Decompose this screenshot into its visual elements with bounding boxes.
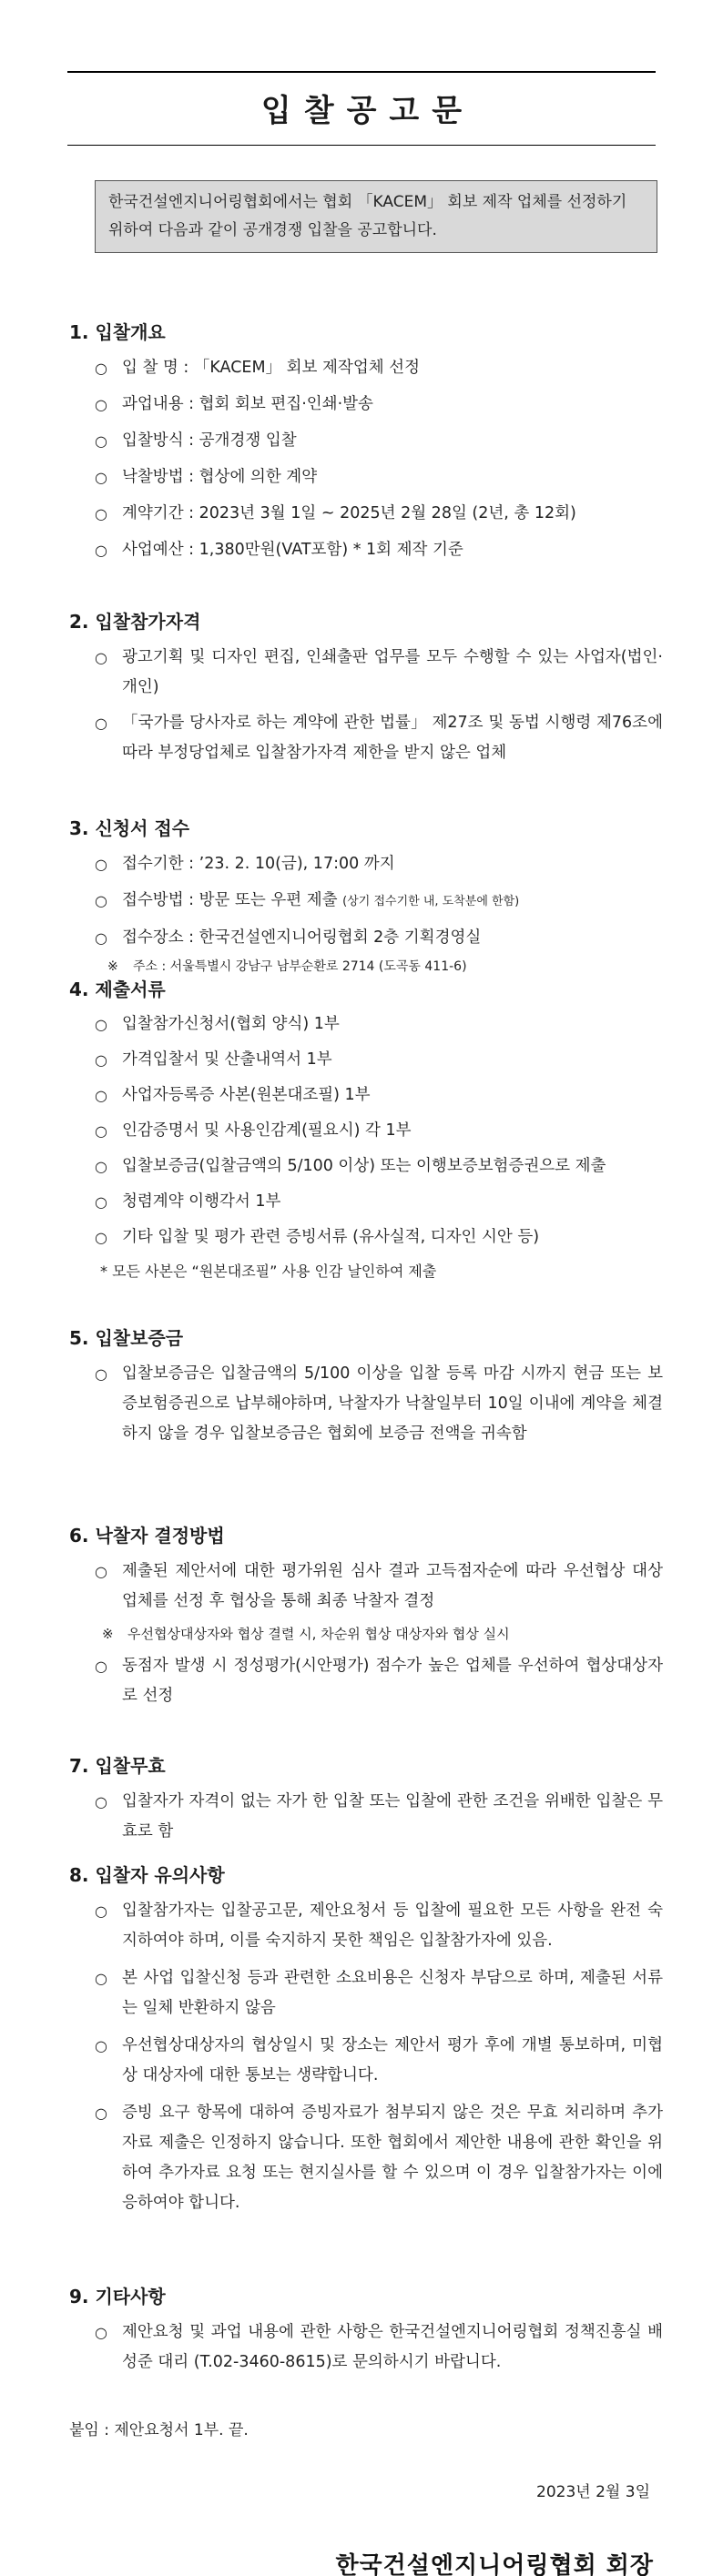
- section-overview: [69, 319, 670, 565]
- page-title: 입찰공고문: [260, 93, 475, 129]
- circle-bullet-icon: ○: [95, 2104, 107, 2122]
- list-item: ○ 가격입찰서 및 산출내역서 1부: [69, 1045, 670, 1075]
- list-item: ○ 광고기획 및 디자인 편집, 인쇄출판 업무를 모두 수행할 수 있는 사업자(법인·개인): [69, 643, 670, 703]
- list-item: ○ 낙찰방법 : 협상에 의한 계약: [69, 462, 670, 492]
- section-other: [69, 2283, 670, 2378]
- list-item: ○ 우선협상대상자의 협상일시 및 장소는 제안서 평가 후에 개별 통보하며, 미협상 대상자에 대한 통보는 생략합니다.: [69, 2031, 670, 2091]
- list-item: ○ 본 사업 입찰신청 등과 관련한 소요비용은 신청자 부담으로 하며, 제출된 서류는 일체 반환하지 않음: [69, 1963, 670, 2023]
- signature-line: 한국건설엔지니어링협회 회장: [335, 2552, 654, 2576]
- list-item: ○ 입찰참가자는 입찰공고문, 제안요청서 등 입찰에 필요한 모든 사항을 완전 숙지하여야 하며, 이를 숙지하지 못한 책임은 입찰참가자에 있음.: [69, 1896, 670, 1956]
- section-invalid-bid: [69, 1752, 670, 1847]
- circle-bullet-icon: ○: [95, 892, 107, 909]
- section-title: 9. 기타사항: [69, 2286, 166, 2307]
- address-note: ※ 주소 : 서울특별시 강남구 남부순환로 2714 (도곡동 411-6): [69, 953, 670, 980]
- reference-mark-icon: ※: [107, 959, 118, 974]
- circle-bullet-icon: ○: [95, 1902, 107, 1920]
- title-block: [67, 71, 656, 146]
- circle-bullet-icon: ○: [95, 1193, 107, 1211]
- circle-bullet-icon: ○: [95, 2037, 107, 2054]
- section-title: 1. 입찰개요: [69, 321, 166, 343]
- circle-bullet-icon: ○: [95, 505, 107, 522]
- circle-bullet-icon: ○: [95, 1087, 107, 1104]
- circle-bullet-icon: ○: [95, 1365, 107, 1383]
- attachment-line: 붙임 : 제안요청서 1부. 끝.: [69, 2421, 249, 2439]
- section-title: 2. 입찰참가자격: [69, 611, 201, 633]
- list-item: ○ 계약기간 : 2023년 3월 1일 ~ 2025년 2월 28일 (2년, 총 12회): [69, 499, 670, 529]
- section-title: 7. 입찰무효: [69, 1755, 166, 1777]
- list-item: ○ 청렴계약 이행각서 1부: [69, 1187, 670, 1217]
- circle-bullet-icon: ○: [95, 360, 107, 377]
- list-item: ○ 입찰자가 자격이 없는 자가 한 입찰 또는 입찰에 관한 조건을 위배한 입찰은 무효로 함: [69, 1787, 670, 1847]
- list-item: ○ 입 찰 명 : 「KACEM」 회보 제작업체 선정: [69, 353, 670, 383]
- list-item: ○ 제안요청 및 과업 내용에 관한 사항은 한국건설엔지니어링협회 정책진흥실 배성준 대리 (T.02-3460-8615)로 문의하시기 바랍니다.: [69, 2317, 670, 2378]
- list-item: ○ 인감증명서 및 사용인감계(필요시) 각 1부: [69, 1116, 670, 1146]
- circle-bullet-icon: ○: [95, 1122, 107, 1140]
- list-item: ○ 사업예산 : 1,380만원(VAT포함) * 1회 제작 기준: [69, 535, 670, 565]
- section-bidder-notes: [69, 1861, 670, 2218]
- list-item: ○ 사업자등록증 사본(원본대조필) 1부: [69, 1080, 670, 1111]
- list-item: ○ 접수방법 : 방문 또는 우편 제출 (상기 접수기한 내, 도착분에 한함): [69, 886, 670, 917]
- section-title: 6. 낙찰자 결정방법: [69, 1525, 225, 1547]
- intro-box: 한국건설엔지니어링협회에서는 협회 「KACEM」 회보 제작 업체를 선정하기 위하여 다음과 같이 공개경쟁 입찰을 공고합니다.: [95, 180, 657, 253]
- circle-bullet-icon: ○: [95, 1970, 107, 1987]
- section-title: 5. 입찰보증금: [69, 1327, 184, 1349]
- list-item: ○ 접수장소 : 한국건설엔지니어링협회 2층 기획경영실: [69, 923, 670, 953]
- list-item: ○ 동점자 발생 시 정성평가(시안평가) 점수가 높은 업체를 우선하여 협상대상자로 선정: [69, 1651, 670, 1711]
- circle-bullet-icon: ○: [95, 1658, 107, 1675]
- circle-bullet-icon: ○: [95, 1016, 107, 1033]
- section-deposit: [69, 1324, 670, 1449]
- issue-date: 2023년 2월 3일: [536, 2483, 650, 2501]
- list-item: ○ 입찰보증금은 입찰금액의 5/100 이상을 입찰 등록 마감 시까지 현금 또는 보증보험증권으로 납부해야하며, 낙찰자가 낙찰일부터 10일 이내에 계약을 체결하지 않을 경우 입찰보증금은 협회에 보증금 전액을 귀속함: [69, 1359, 670, 1449]
- circle-bullet-icon: ○: [95, 929, 107, 947]
- circle-bullet-icon: ○: [95, 396, 107, 413]
- list-item: ○ 과업내용 : 협회 회보 편집·인쇄·발송: [69, 390, 670, 420]
- section-documents: [69, 976, 670, 1285]
- circle-bullet-icon: ○: [95, 1051, 107, 1069]
- method-note: (상기 접수기한 내, 도착분에 한함): [342, 895, 520, 908]
- list-item: ○ 증빙 요구 항목에 대하여 증빙자료가 첨부되지 않은 것은 무효 처리하며 추가자료 제출은 인정하지 않습니다. 또한 협회에서 제안한 내용에 관한 확인을 위하여 추가자료 요청 또는 현지실사를 할 수 있으며 이 경우 입찰참가자는 이에 응하여야 합니다.: [69, 2098, 670, 2218]
- section-title: 8. 입찰자 유의사항: [69, 1864, 225, 1886]
- copy-note: * 모든 사본은 “원본대조필” 사용 인감 날인하여 제출: [100, 1263, 437, 1280]
- circle-bullet-icon: ○: [95, 542, 107, 559]
- list-item: ○ 입찰방식 : 공개경쟁 입찰: [69, 426, 670, 456]
- list-item: ○ 접수기한 : ’23. 2. 10(금), 17:00 까지: [69, 849, 670, 879]
- section-title: 4. 제출서류: [69, 979, 166, 1000]
- circle-bullet-icon: ○: [95, 1563, 107, 1580]
- list-item: ○ 기타 입찰 및 평가 관련 증빙서류 (유사실적, 디자인 시안 등): [69, 1222, 670, 1253]
- section-award-method: [69, 1522, 670, 1711]
- list-item: ○ 입찰참가신청서(협회 양식) 1부: [69, 1009, 670, 1040]
- circle-bullet-icon: ○: [95, 649, 107, 666]
- section-title: 3. 신청서 접수: [69, 817, 190, 839]
- circle-bullet-icon: ○: [95, 715, 107, 732]
- list-item: ○ 제출된 제안서에 대한 평가위원 심사 결과 고득점자순에 따라 우선협상 대상 업체를 선정 후 협상을 통해 최종 낙찰자 결정: [69, 1557, 670, 1617]
- circle-bullet-icon: ○: [95, 856, 107, 873]
- circle-bullet-icon: ○: [95, 1229, 107, 1246]
- negotiation-note: ※ 우선협상대상자와 협상 결렬 시, 차순위 협상 대상자와 협상 실시: [69, 1620, 670, 1648]
- circle-bullet-icon: ○: [95, 1793, 107, 1810]
- circle-bullet-icon: ○: [95, 2324, 107, 2341]
- section-application: [69, 815, 670, 980]
- list-item: ○ 입찰보증금(입찰금액의 5/100 이상) 또는 이행보증보험증권으로 제출: [69, 1151, 670, 1182]
- list-item: ○ 「국가를 당사자로 하는 계약에 관한 법률」 제27조 및 동법 시행령 제76조에 따라 부정당업체로 입찰참가자격 제한을 받지 않은 업체: [69, 708, 670, 768]
- circle-bullet-icon: ○: [95, 469, 107, 486]
- circle-bullet-icon: ○: [95, 1158, 107, 1175]
- section-eligibility: [69, 608, 670, 768]
- title-bottom-rule: [67, 145, 656, 146]
- circle-bullet-icon: ○: [95, 432, 107, 450]
- reference-mark-icon: ※: [102, 1626, 114, 1642]
